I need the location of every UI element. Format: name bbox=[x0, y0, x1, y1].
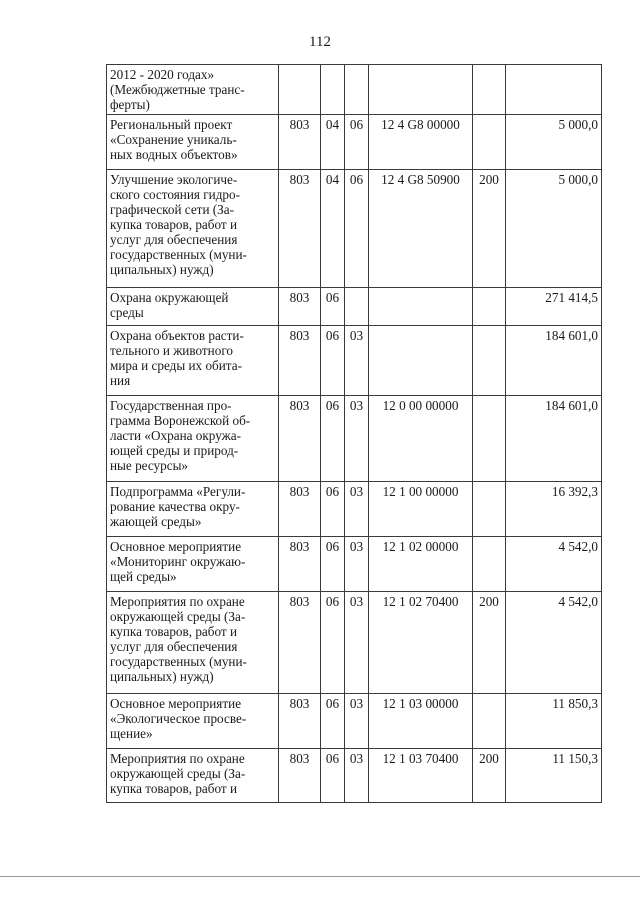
row-name-line: государственных (муни- bbox=[110, 654, 247, 669]
table-body bbox=[107, 65, 602, 803]
ministry-code-cell bbox=[279, 65, 321, 115]
ministry-code-cell: 803 bbox=[279, 482, 321, 537]
row-name-cell bbox=[107, 694, 279, 749]
subsection-code-cell: 03 bbox=[345, 537, 369, 592]
bottom-divider bbox=[0, 876, 640, 877]
amount-cell: 184 601,0 bbox=[506, 396, 602, 482]
expense-type-cell bbox=[473, 537, 506, 592]
table-row bbox=[107, 65, 602, 115]
row-name-line: купка товаров, работ и bbox=[110, 217, 238, 232]
section-code-cell: 06 bbox=[321, 396, 345, 482]
row-name-line: ферты) bbox=[110, 97, 150, 112]
ministry-code-cell: 803 bbox=[279, 537, 321, 592]
subsection-code-cell: 03 bbox=[345, 396, 369, 482]
expense-type-cell bbox=[473, 65, 506, 115]
row-name-line: (Межбюджетные транс- bbox=[110, 82, 245, 97]
section-code-cell bbox=[321, 65, 345, 115]
row-name-line: Государственная про- bbox=[110, 398, 232, 413]
row-name-line: жающей среды» bbox=[110, 514, 202, 529]
row-name-line: тельного и животного bbox=[110, 343, 234, 358]
row-name-line: щение» bbox=[110, 726, 153, 741]
row-name-line: государственных (муни- bbox=[110, 247, 247, 262]
row-name-cell bbox=[107, 326, 279, 396]
target-article-cell: 12 4 G8 00000 bbox=[369, 115, 473, 170]
expense-type-cell: 200 bbox=[473, 749, 506, 803]
row-name-line: Улучшение экологиче- bbox=[110, 172, 238, 187]
row-name-line: Мероприятия по охране bbox=[110, 751, 245, 766]
row-name-cell bbox=[107, 115, 279, 170]
target-article-cell: 12 4 G8 50900 bbox=[369, 170, 473, 288]
row-name-line: «Мониторинг окружаю- bbox=[110, 554, 246, 569]
section-code-cell: 06 bbox=[321, 482, 345, 537]
target-article-cell bbox=[369, 288, 473, 326]
amount-cell: 184 601,0 bbox=[506, 326, 602, 396]
ministry-code-cell: 803 bbox=[279, 170, 321, 288]
table-row bbox=[107, 288, 602, 326]
row-name-line: Региональный проект bbox=[110, 117, 233, 132]
row-name-line: 2012 - 2020 годах» bbox=[110, 67, 215, 82]
table-row bbox=[107, 482, 602, 537]
table-row bbox=[107, 749, 602, 803]
row-name-line: графической сети (За- bbox=[110, 202, 235, 217]
row-name-line: ющей среды и природ- bbox=[110, 443, 239, 458]
row-name-line: Охрана окружающей bbox=[110, 290, 229, 305]
expense-type-cell: 200 bbox=[473, 592, 506, 694]
table-row bbox=[107, 537, 602, 592]
expense-type-cell bbox=[473, 288, 506, 326]
subsection-code-cell bbox=[345, 288, 369, 326]
subsection-code-cell: 03 bbox=[345, 592, 369, 694]
section-code-cell: 06 bbox=[321, 288, 345, 326]
section-code-cell: 06 bbox=[321, 749, 345, 803]
row-name-line: ского состояния гидро- bbox=[110, 187, 241, 202]
table-row bbox=[107, 115, 602, 170]
row-name-line: купка товаров, работ и bbox=[110, 624, 238, 639]
row-name-line: ные ресурсы» bbox=[110, 458, 189, 473]
row-name-cell bbox=[107, 288, 279, 326]
ministry-code-cell: 803 bbox=[279, 288, 321, 326]
section-code-cell: 06 bbox=[321, 592, 345, 694]
section-code-cell: 04 bbox=[321, 115, 345, 170]
row-name-cell bbox=[107, 65, 279, 115]
target-article-cell bbox=[369, 326, 473, 396]
row-name-line: Охрана объектов расти- bbox=[110, 328, 244, 343]
subsection-code-cell bbox=[345, 65, 369, 115]
row-name-line: «Экологическое просве- bbox=[110, 711, 247, 726]
row-name-line: рование качества окру- bbox=[110, 499, 240, 514]
subsection-code-cell: 06 bbox=[345, 115, 369, 170]
target-article-cell bbox=[369, 65, 473, 115]
expense-type-cell bbox=[473, 326, 506, 396]
budget-table bbox=[106, 64, 602, 803]
row-name-line: среды bbox=[110, 305, 144, 320]
amount-cell: 11 150,3 bbox=[506, 749, 602, 803]
row-name-line: купка товаров, работ и bbox=[110, 781, 238, 796]
section-code-cell: 06 bbox=[321, 694, 345, 749]
amount-cell bbox=[506, 65, 602, 115]
ministry-code-cell: 803 bbox=[279, 396, 321, 482]
subsection-code-cell: 06 bbox=[345, 170, 369, 288]
row-name-line: грамма Воронежской об- bbox=[110, 413, 251, 428]
row-name-line: «Сохранение уникаль- bbox=[110, 132, 237, 147]
table-row bbox=[107, 592, 602, 694]
row-name-cell bbox=[107, 170, 279, 288]
row-name-cell bbox=[107, 592, 279, 694]
subsection-code-cell: 03 bbox=[345, 694, 369, 749]
target-article-cell: 12 1 03 70400 bbox=[369, 749, 473, 803]
expense-type-cell bbox=[473, 115, 506, 170]
row-name-line: услуг для обеспечения bbox=[110, 639, 238, 654]
row-name-line: Мероприятия по охране bbox=[110, 594, 245, 609]
subsection-code-cell: 03 bbox=[345, 749, 369, 803]
target-article-cell: 12 0 00 00000 bbox=[369, 396, 473, 482]
row-name-line: ципальных) нужд) bbox=[110, 262, 214, 277]
amount-cell: 5 000,0 bbox=[506, 170, 602, 288]
section-code-cell: 06 bbox=[321, 537, 345, 592]
row-name-line: ласти «Охрана окружа- bbox=[110, 428, 241, 443]
amount-cell: 4 542,0 bbox=[506, 592, 602, 694]
table-row bbox=[107, 170, 602, 288]
row-name-line: Основное мероприятие bbox=[110, 696, 242, 711]
row-name-line: Подпрограмма «Регули- bbox=[110, 484, 246, 499]
target-article-cell: 12 1 03 00000 bbox=[369, 694, 473, 749]
target-article-cell: 12 1 00 00000 bbox=[369, 482, 473, 537]
amount-cell: 11 850,3 bbox=[506, 694, 602, 749]
section-code-cell: 06 bbox=[321, 326, 345, 396]
ministry-code-cell: 803 bbox=[279, 749, 321, 803]
amount-cell: 16 392,3 bbox=[506, 482, 602, 537]
table-row bbox=[107, 694, 602, 749]
row-name-line: окружающей среды (За- bbox=[110, 609, 246, 624]
target-article-cell: 12 1 02 00000 bbox=[369, 537, 473, 592]
expense-type-cell bbox=[473, 694, 506, 749]
row-name-cell bbox=[107, 482, 279, 537]
expense-type-cell bbox=[473, 396, 506, 482]
row-name-line: ципальных) нужд) bbox=[110, 669, 214, 684]
ministry-code-cell: 803 bbox=[279, 694, 321, 749]
row-name-cell bbox=[107, 396, 279, 482]
table-row bbox=[107, 396, 602, 482]
expense-type-cell: 200 bbox=[473, 170, 506, 288]
subsection-code-cell: 03 bbox=[345, 482, 369, 537]
ministry-code-cell: 803 bbox=[279, 115, 321, 170]
ministry-code-cell: 803 bbox=[279, 592, 321, 694]
subsection-code-cell: 03 bbox=[345, 326, 369, 396]
row-name-cell bbox=[107, 749, 279, 803]
row-name-cell bbox=[107, 537, 279, 592]
row-name-line: ния bbox=[110, 373, 131, 388]
expense-type-cell bbox=[473, 482, 506, 537]
amount-cell: 4 542,0 bbox=[506, 537, 602, 592]
amount-cell: 5 000,0 bbox=[506, 115, 602, 170]
amount-cell: 271 414,5 bbox=[506, 288, 602, 326]
row-name-line: щей среды» bbox=[110, 569, 177, 584]
table-row bbox=[107, 326, 602, 396]
row-name-line: Основное мероприятие bbox=[110, 539, 242, 554]
row-name-line: окружающей среды (За- bbox=[110, 766, 246, 781]
ministry-code-cell: 803 bbox=[279, 326, 321, 396]
section-code-cell: 04 bbox=[321, 170, 345, 288]
target-article-cell: 12 1 02 70400 bbox=[369, 592, 473, 694]
row-name-line: услуг для обеспечения bbox=[110, 232, 238, 247]
row-name-line: ных водных объектов» bbox=[110, 147, 238, 162]
row-name-line: мира и среды их обита- bbox=[110, 358, 242, 373]
page-number: 112 bbox=[309, 34, 331, 50]
